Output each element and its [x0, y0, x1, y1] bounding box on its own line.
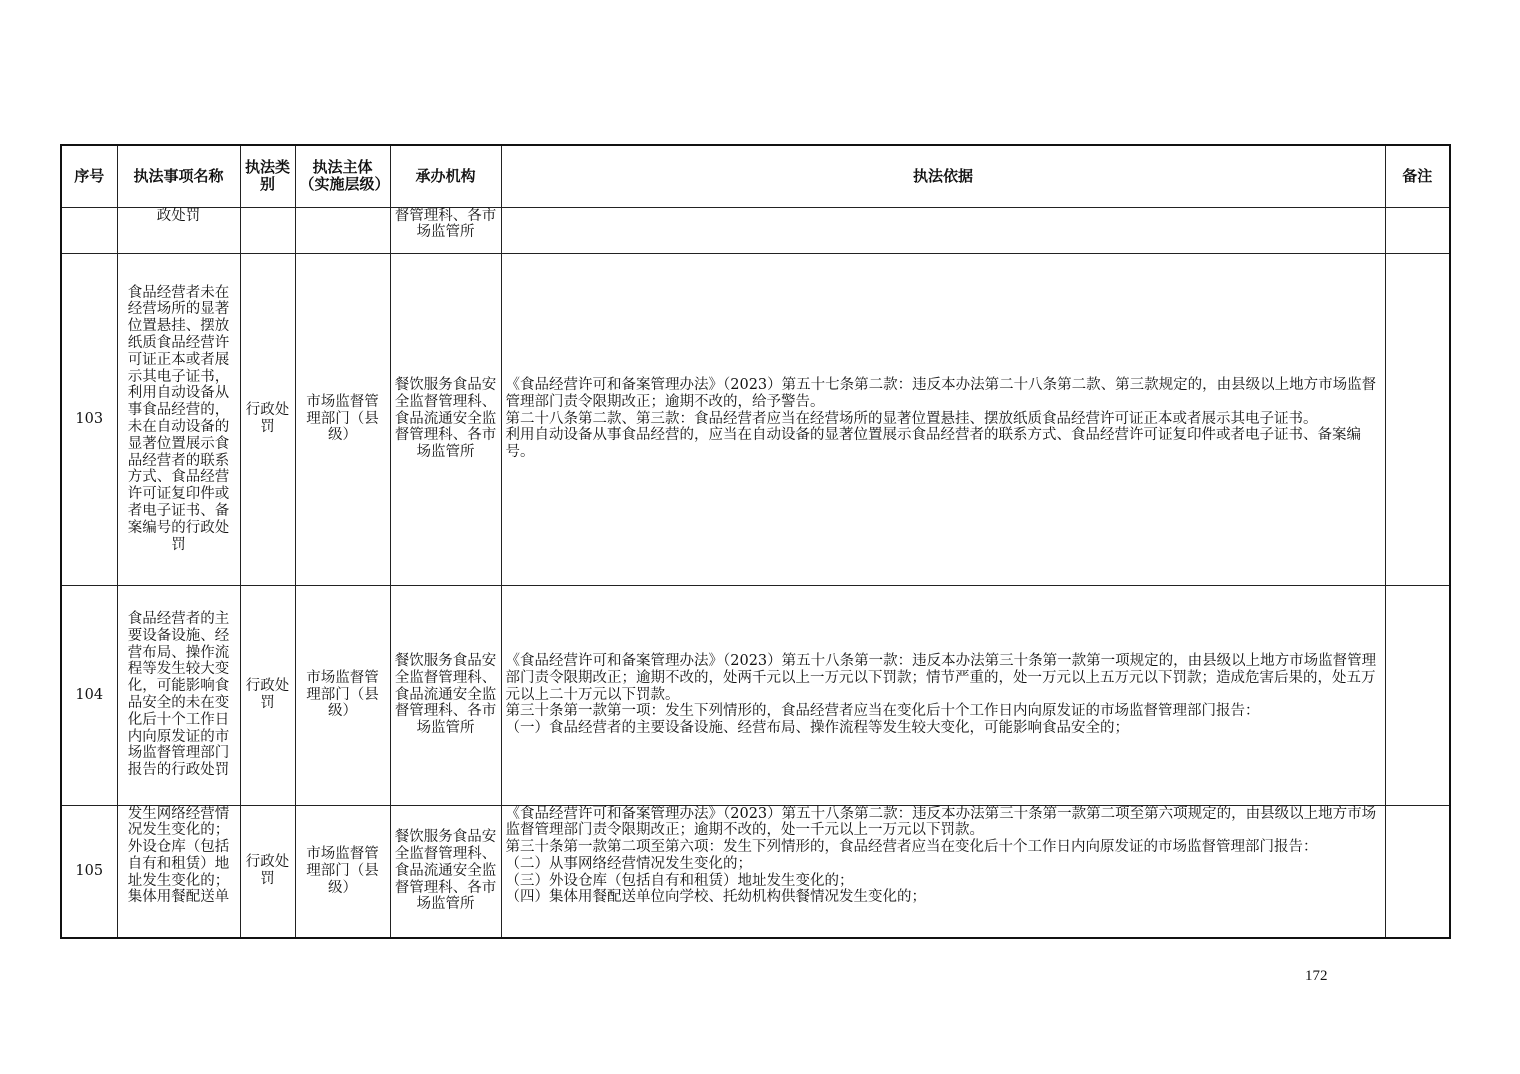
header-note: 备注: [1385, 145, 1450, 207]
cell-note: [1385, 253, 1450, 585]
table-row: [61, 253, 1450, 585]
cell-note: [1385, 585, 1450, 805]
cell-basis: 《食品经营许可和备案管理办法》（2023）第五十七条第二款：违反本办法第二十八条第二款、第三款规定的，由县级以上地方市场监督管理部门责令限期改正；逾期不改的，给予警告。 第二十八条第二款、第三款：食品经营者应当在经营场所的显著位置悬挂、摆放纸质食品经营许可证正本或者展示其电子证书。 利用自动设备从事食品经营的，应当在自动设备的显著位置展示食品经营者的联系方式、食品经营许可证复印件或者电子证书、备案编号。: [501, 253, 1385, 585]
header-subject: 执法主体（实施层级）: [295, 145, 390, 207]
cell-subject: [295, 207, 390, 253]
header-basis: 执法依据: [501, 145, 1385, 207]
table-row: [61, 805, 1450, 938]
cell-note: [1385, 207, 1450, 253]
enforcement-table: [60, 144, 1451, 939]
cell-name: 发生网络经营情况发生变化的；外设仓库（包括自有和租赁）地址发生变化的；集体用餐配送单: [117, 805, 240, 938]
cell-subject: 市场监督管理部门（县级）: [295, 253, 390, 585]
cell-note: [1385, 805, 1450, 938]
cell-subject: 市场监督管理部门（县级）: [295, 585, 390, 805]
cell-dept: 督管理科、各市场监管所: [390, 207, 501, 253]
cell-seq: [61, 207, 117, 253]
header-dept: 承办机构: [390, 145, 501, 207]
cell-name: 政处罚: [117, 207, 240, 253]
cell-type: [240, 207, 295, 253]
cell-type: 行政处罚: [240, 253, 295, 585]
header-seq: 序号: [61, 145, 117, 207]
table-row: [61, 207, 1450, 253]
cell-basis: [501, 207, 1385, 253]
header-type: 执法类别: [240, 145, 295, 207]
cell-dept: 餐饮服务食品安全监督管理科、食品流通安全监督管理科、各市场监管所: [390, 805, 501, 938]
cell-type: 行政处罚: [240, 805, 295, 938]
table-header-row: [61, 145, 1450, 207]
cell-basis: 《食品经营许可和备案管理办法》（2023）第五十八条第二款：违反本办法第三十条第一款第二项至第六项规定的，由县级以上地方市场监督管理部门责令限期改正；逾期不改的，处一千元以上一万元以下罚款。 第三十条第一款第二项至第六项：发生下列情形的，食品经营者应当在变化后十个工作日内向原发证的市场监督管理部门报告： （二）从事网络经营情况发生变化的； （三）外设仓库（包括自有和租赁）地址发生变化的； （四）集体用餐配送单位向学校、托幼机构供餐情况发生变化的；: [501, 805, 1385, 938]
cell-name: 食品经营者的主要设备设施、经营布局、操作流程等发生较大变化，可能影响食品安全的未在变化后十个工作日内向原发证的市场监督管理部门报告的行政处罚: [117, 585, 240, 805]
cell-subject: 市场监督管理部门（县级）: [295, 805, 390, 938]
cell-basis: 《食品经营许可和备案管理办法》（2023）第五十八条第一款：违反本办法第三十条第一款第一项规定的，由县级以上地方市场监督管理部门责令限期改正；逾期不改的，处两千元以上一万元以下罚款；情节严重的，处一万元以上五万元以下罚款；造成危害后果的，处五万元以上二十万元以下罚款。 第三十条第一款第一项：发生下列情形的，食品经营者应当在变化后十个工作日内向原发证的市场监督管理部门报告： （一）食品经营者的主要设备设施、经营布局、操作流程等发生较大变化，可能影响食品安全的；: [501, 585, 1385, 805]
cell-dept: 餐饮服务食品安全监督管理科、食品流通安全监督管理科、各市场监管所: [390, 253, 501, 585]
header-name: 执法事项名称: [117, 145, 240, 207]
cell-seq: 103: [61, 253, 117, 585]
cell-name: 食品经营者未在经营场所的显著位置悬挂、摆放纸质食品经营许可证正本或者展示其电子证书，利用自动设备从事食品经营的，未在自动设备的显著位置展示食品经营者的联系方式、食品经营许可证复印件或者电子证书、备案编号的行政处罚: [117, 253, 240, 585]
table-row: [61, 585, 1450, 805]
cell-seq: 104: [61, 585, 117, 805]
page-number: 172: [1305, 968, 1328, 984]
cell-dept: 餐饮服务食品安全监督管理科、食品流通安全监督管理科、各市场监管所: [390, 585, 501, 805]
cell-seq: 105: [61, 805, 117, 938]
cell-type: 行政处罚: [240, 585, 295, 805]
